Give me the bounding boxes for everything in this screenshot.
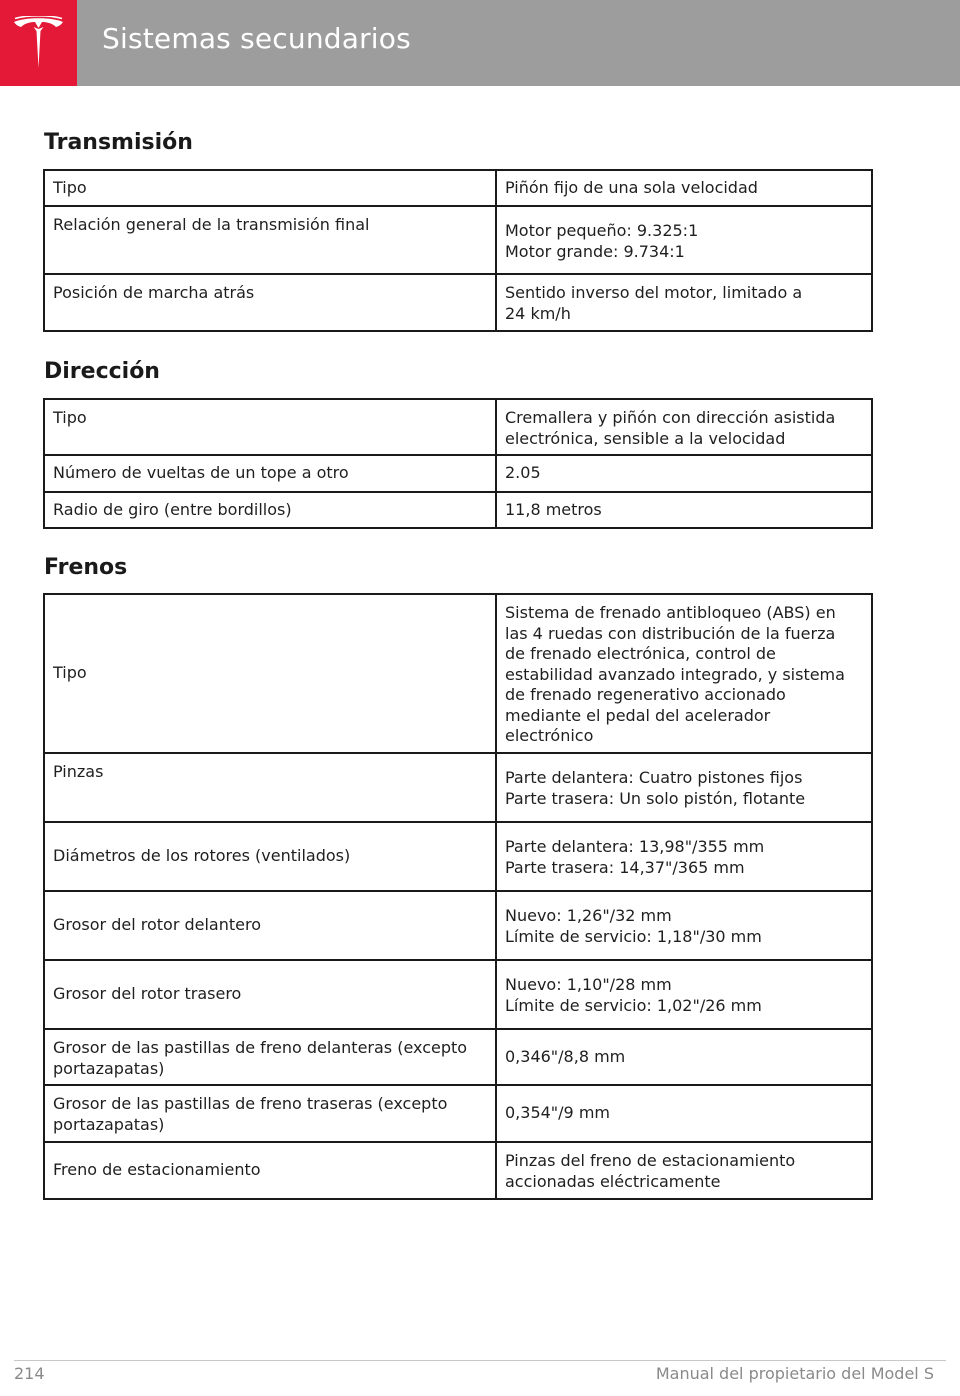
spec-value bbox=[496, 822, 872, 891]
spec-value bbox=[496, 399, 872, 455]
spec-value-line: Parte trasera: 14,37"/365 mm bbox=[505, 857, 745, 877]
section-title-transmision: Transmisión bbox=[44, 130, 193, 155]
section-title-frenos: Frenos bbox=[44, 555, 128, 580]
spec-value-line: electrónica, sensible a la velocidad bbox=[505, 428, 786, 448]
spec-value-line: Parte trasera: Un solo pistón, flotante bbox=[505, 788, 806, 808]
spec-value-line: las 4 ruedas con distribución de la fuerza bbox=[505, 623, 836, 643]
frenos-table bbox=[43, 593, 873, 1200]
spec-label: Grosor del rotor delantero bbox=[44, 891, 496, 960]
spec-value: 0,346"/8,8 mm bbox=[496, 1029, 872, 1085]
spec-label-line: Grosor de las pastillas de freno traseras (excepto bbox=[53, 1094, 448, 1113]
spec-label-line: portazapatas) bbox=[53, 1058, 165, 1078]
spec-label-line: portazapatas) bbox=[53, 1114, 165, 1134]
spec-value bbox=[496, 594, 872, 753]
spec-value bbox=[496, 753, 872, 822]
spec-value-line: de frenado regenerativo accionado bbox=[505, 685, 786, 704]
table-row bbox=[44, 1029, 872, 1085]
section-title-direccion: Dirección bbox=[44, 359, 160, 384]
spec-value-line: Nuevo: 1,10"/28 mm bbox=[505, 975, 672, 994]
spec-value-line: Cremallera y piñón con dirección asistida bbox=[505, 408, 836, 427]
spec-value bbox=[496, 1142, 872, 1199]
table-row bbox=[44, 170, 872, 206]
brand-block bbox=[0, 0, 77, 86]
spec-value-line: Sentido inverso del motor, limitado a bbox=[505, 283, 803, 302]
spec-label: Tipo bbox=[44, 170, 496, 206]
table-row bbox=[44, 753, 872, 822]
table-row bbox=[44, 455, 872, 492]
table-row bbox=[44, 594, 872, 753]
spec-value bbox=[496, 960, 872, 1029]
spec-value-line: estabilidad avanzado integrado, y sistema bbox=[505, 664, 845, 684]
spec-value-line: mediante el pedal del acelerador bbox=[505, 705, 771, 725]
spec-label-line: Grosor de las pastillas de freno delanteras (excepto bbox=[53, 1038, 468, 1057]
spec-label: Relación general de la transmisión final bbox=[44, 206, 496, 274]
page-title: Sistemas secundarios bbox=[102, 22, 411, 55]
spec-label: Pinzas bbox=[44, 753, 496, 822]
spec-value: 11,8 metros bbox=[496, 492, 872, 528]
page-header bbox=[0, 0, 960, 86]
manual-name: Manual del propietario del Model S bbox=[655, 1364, 934, 1383]
spec-value-line: Pinzas del freno de estacionamiento bbox=[505, 1151, 796, 1170]
spec-label: Tipo bbox=[44, 594, 496, 753]
spec-value bbox=[496, 206, 872, 274]
spec-value-line: de frenado electrónica, control de bbox=[505, 644, 776, 663]
transmision-table bbox=[43, 169, 873, 332]
spec-label bbox=[44, 1085, 496, 1142]
spec-value-line: accionadas eléctricamente bbox=[505, 1171, 721, 1191]
spec-value bbox=[496, 891, 872, 960]
table-row bbox=[44, 891, 872, 960]
table-row bbox=[44, 274, 872, 331]
footer-divider bbox=[14, 1360, 946, 1361]
tesla-logo-icon bbox=[12, 16, 65, 70]
spec-value-line: Nuevo: 1,26"/32 mm bbox=[505, 906, 672, 925]
table-row bbox=[44, 1142, 872, 1199]
spec-label bbox=[44, 1029, 496, 1085]
spec-value: 0,354"/9 mm bbox=[496, 1085, 872, 1142]
table-row bbox=[44, 1085, 872, 1142]
spec-label: Posición de marcha atrás bbox=[44, 274, 496, 331]
spec-value-line: Parte delantera: Cuatro pistones fijos bbox=[505, 768, 803, 787]
spec-value-line: Motor pequeño: 9.325:1 bbox=[505, 221, 699, 240]
table-row bbox=[44, 960, 872, 1029]
spec-value-line: Parte delantera: 13,98"/355 mm bbox=[505, 837, 765, 856]
spec-label: Grosor del rotor trasero bbox=[44, 960, 496, 1029]
spec-value-line: electrónico bbox=[505, 726, 594, 745]
spec-value-line: Motor grande: 9.734:1 bbox=[505, 241, 685, 261]
spec-value bbox=[496, 274, 872, 331]
spec-value-line: 24 km/h bbox=[505, 303, 571, 323]
spec-label: Radio de giro (entre bordillos) bbox=[44, 492, 496, 528]
spec-label: Tipo bbox=[44, 399, 496, 455]
spec-label: Diámetros de los rotores (ventilados) bbox=[44, 822, 496, 891]
table-row bbox=[44, 399, 872, 455]
spec-value-line: Límite de servicio: 1,18"/30 mm bbox=[505, 926, 762, 946]
direccion-table bbox=[43, 398, 873, 529]
spec-value-line: Límite de servicio: 1,02"/26 mm bbox=[505, 995, 762, 1015]
page-number: 214 bbox=[14, 1364, 45, 1383]
spec-value: Piñón fijo de una sola velocidad bbox=[496, 170, 872, 206]
table-row bbox=[44, 822, 872, 891]
spec-value: 2.05 bbox=[496, 455, 872, 492]
spec-label: Número de vueltas de un tope a otro bbox=[44, 455, 496, 492]
spec-label: Freno de estacionamiento bbox=[44, 1142, 496, 1199]
table-row bbox=[44, 206, 872, 274]
spec-value-line: Sistema de frenado antibloqueo (ABS) en bbox=[505, 603, 836, 622]
table-row bbox=[44, 492, 872, 528]
